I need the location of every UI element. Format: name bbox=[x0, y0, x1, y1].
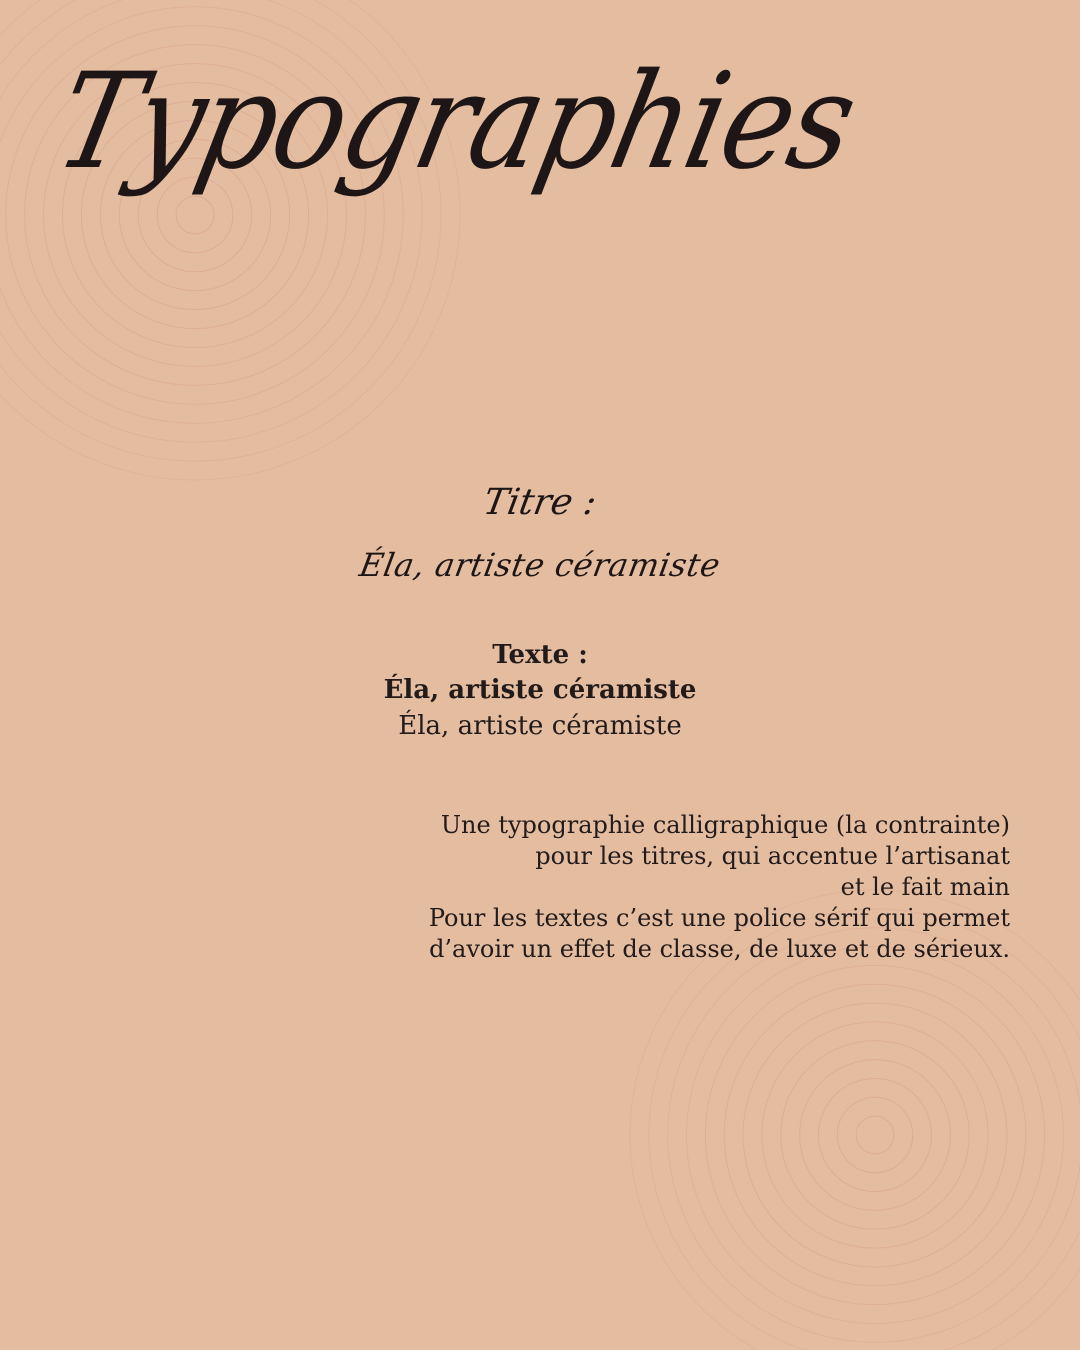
ripple-ring bbox=[176, 196, 214, 234]
ripple-ring bbox=[762, 1022, 988, 1248]
ripple-ring bbox=[781, 1041, 969, 1229]
ripple-ring bbox=[649, 909, 1080, 1350]
description-line: Pour les textes c’est une police sérif qui permet bbox=[428, 904, 1010, 932]
ripple-ring bbox=[800, 1060, 951, 1211]
text-font-sample-regular: Éla, artiste céramiste bbox=[398, 711, 682, 741]
ripple-ring bbox=[724, 984, 1026, 1286]
ripple-ring bbox=[687, 947, 1064, 1324]
title-font-label: Titre : bbox=[480, 482, 600, 523]
description-line: Une typographie calligraphique (la contrainte) bbox=[440, 811, 1010, 839]
ripple-ring bbox=[705, 965, 1044, 1304]
description-line: d’avoir un effet de classe, de luxe et de sérieux. bbox=[429, 935, 1010, 963]
ripple-ring bbox=[668, 928, 1080, 1343]
ripple-ring bbox=[743, 1003, 1007, 1267]
page-title: Typographies bbox=[44, 43, 868, 199]
typography-description bbox=[330, 810, 1010, 965]
ripple-ring bbox=[856, 1116, 894, 1154]
description-line: pour les titres, qui accentue l’artisanat bbox=[535, 842, 1010, 870]
text-font-label: Texte : bbox=[492, 640, 588, 670]
title-font-sample: Éla, artiste céramiste bbox=[356, 546, 724, 584]
ripple-ring bbox=[818, 1078, 931, 1191]
ripple-ring bbox=[837, 1097, 912, 1172]
description-line: et le fait main bbox=[840, 873, 1010, 901]
text-font-sample-bold: Éla, artiste céramiste bbox=[383, 675, 697, 705]
